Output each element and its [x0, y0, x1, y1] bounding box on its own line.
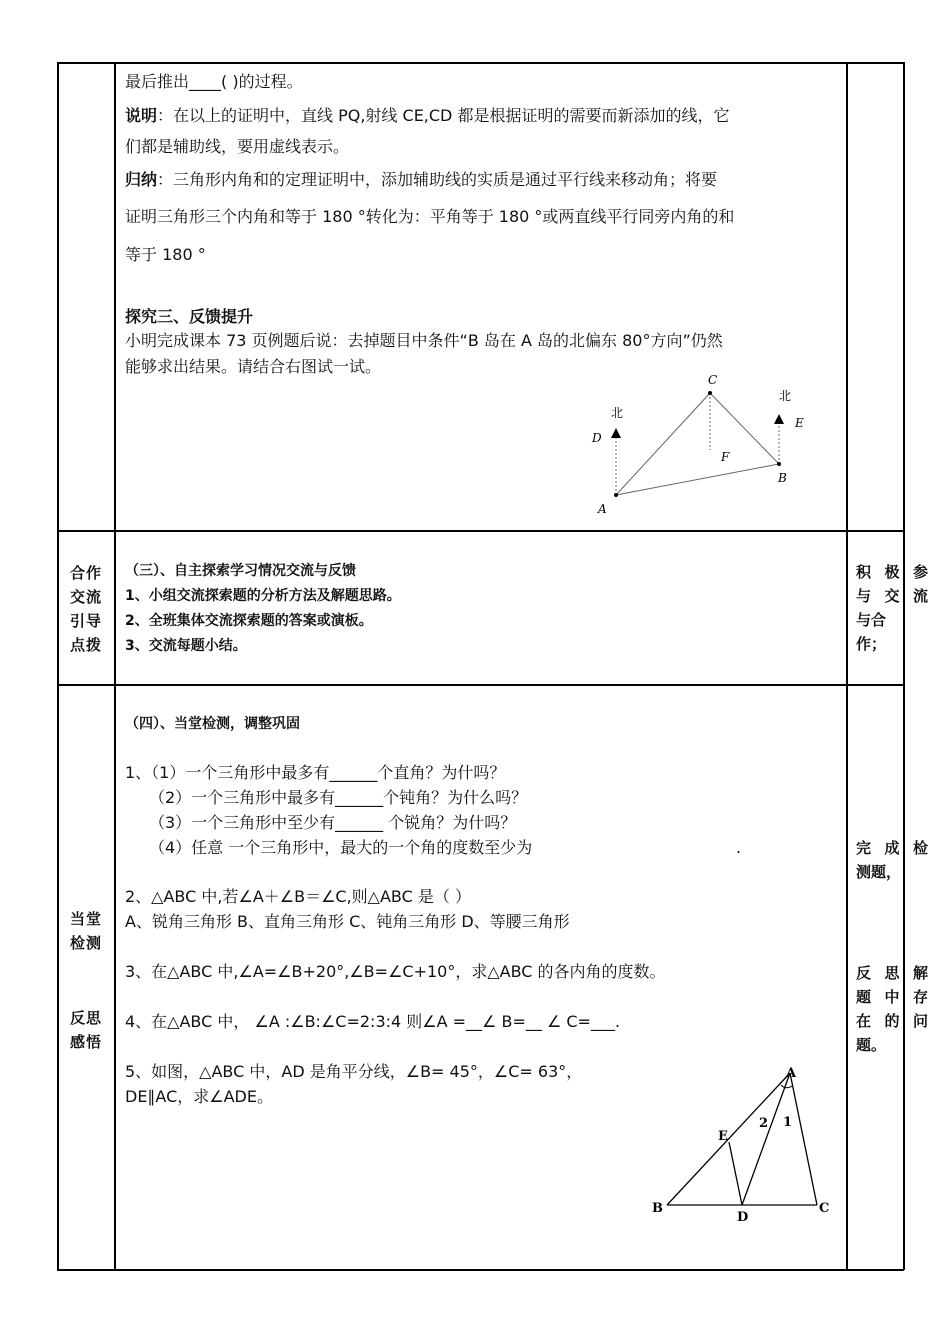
row-divider-1 [57, 530, 904, 532]
question-2: 2、△ABC 中,若∠A＋∠B＝∠C,则△ABC 是（ ） [125, 887, 471, 906]
side-label-line: 交流 [69, 588, 102, 606]
note-line-1 [125, 106, 729, 126]
explore-line-1: 小明完成课本 73 页例题后说：去掉题目中条件“B 岛在 A 岛的北偏东 80°方向”仍然 [125, 331, 723, 350]
label-a: A [598, 502, 607, 516]
bisector-ad [742, 1073, 793, 1205]
note-text-1: ：在以上的证明中，直线 PQ,射线 CE,CD 都是根据证明的需要而新添加的线，它 [157, 106, 730, 125]
label-north-b: 北 [779, 389, 792, 403]
table-border-right [903, 62, 905, 1270]
label-f: F [721, 450, 730, 464]
right-label-line: 作； [856, 635, 887, 653]
fig-label-b: B [652, 1201, 663, 1216]
conclusion-line: 最后推出____( )的过程。 [125, 72, 303, 91]
north-arrow-b-icon [774, 414, 784, 424]
right-label-line: 完 成 检 [856, 839, 928, 857]
fig-label-c: C [819, 1201, 830, 1216]
label-c: C [708, 373, 718, 387]
row-divider-2 [57, 684, 904, 686]
table-divider-left [114, 62, 116, 1270]
label-b: B [778, 471, 787, 485]
right-label-line: 反 思 解 [856, 964, 928, 982]
question-4: 4、在△ABC 中， ∠A :∠B:∠C=2:3:4 则∠A =__∠ B=__ ∠ C=___. [125, 1012, 621, 1031]
point-a [614, 493, 618, 497]
point-c [708, 391, 712, 395]
cooperation-title: （三）、自主探索学习情况交流与反馈 [125, 563, 356, 579]
right-label-line: 在 的 问 [856, 1012, 928, 1030]
table-border-left [57, 62, 59, 1270]
reflect-problems-label [856, 961, 928, 1057]
summary-text-1: ：三角形内角和的定理证明中，添加辅助线的实质是通过平行线来移动角；将要 [157, 170, 718, 189]
angle-arc-icon [781, 1085, 792, 1088]
triangle-figure [645, 1060, 845, 1230]
right-label-line: 与合 [856, 611, 887, 629]
check-side-label [64, 907, 108, 955]
side-label-line: 引导 [69, 612, 102, 630]
point-b [777, 462, 781, 466]
summary-label: 归纳 [125, 170, 158, 189]
segment-de [729, 1142, 742, 1205]
side-label-line: 反思 [69, 1009, 102, 1027]
cooperation-item: 1、小组交流探索题的分析方法及解题思路。 [125, 588, 401, 604]
right-label-line: 积极参 [856, 563, 928, 581]
question-2-options: A、锐角三角形 B、直角三角形 C、钝角三角形 D、等腰三角形 [125, 912, 570, 931]
cooperation-item: 2、全班集体交流探索题的答案或演板。 [125, 613, 373, 629]
fig-label-a: A [786, 1066, 797, 1081]
explore-line-2: 能够求出结果。请结合右图试一试。 [125, 357, 382, 376]
explore-title: 探究三、反馈提升 [125, 307, 254, 326]
fig-label-e: E [718, 1129, 728, 1144]
cooperation-side-label [64, 561, 108, 657]
side-ba [667, 1073, 793, 1205]
table-border-top [57, 62, 904, 64]
summary-line-3: 等于 180 ° [125, 245, 206, 264]
fig-label-angle-2: 2 [759, 1116, 769, 1131]
island-figure [580, 370, 820, 520]
summary-line-1 [125, 170, 717, 190]
reflect-side-label [64, 1006, 108, 1054]
note-line-2: 们都是辅助线，要用虚线表示。 [125, 137, 350, 156]
fig-label-d: D [737, 1210, 749, 1225]
side-ac [790, 1073, 817, 1205]
cooperation-item: 3、交流每题小结。 [125, 638, 247, 654]
side-label-line: 感悟 [69, 1033, 102, 1051]
question-5a: 5、如图，△ABC 中，AD 是角平分线，∠B= 45°，∠C= 63°， [125, 1062, 583, 1081]
note-label: 说明 [125, 106, 158, 125]
side-label-line: 当堂 [69, 910, 102, 928]
table-border-bottom [57, 1269, 904, 1271]
question-3: 3、在△ABC 中,∠A=∠B+20°,∠B=∠C+10°，求△ABC 的各内角的度数。 [125, 962, 666, 981]
label-north-a: 北 [611, 406, 624, 420]
summary-line-2: 证明三角形三个内角和等于 180 °转化为：平角等于 180 °或两直线平行同旁内角的和 [125, 207, 735, 226]
north-arrow-a-icon [611, 428, 621, 438]
question-5b: DE∥AC，求∠ADE。 [125, 1087, 273, 1106]
label-e: E [795, 416, 804, 430]
right-label-line: 题。 [856, 1036, 887, 1054]
cooperation-right-label [856, 560, 928, 656]
side-label-line: 检测 [69, 934, 102, 952]
question-1a: 1、（1）一个三角形中最多有______个直角？为什吗？ [125, 763, 506, 782]
side-label-line: 合作 [69, 564, 102, 582]
question-1d-end: . [736, 838, 742, 857]
question-1b: （2）一个三角形中最多有______个钝角？为什么吗？ [149, 788, 528, 807]
table-divider-right [846, 62, 848, 1270]
fig-label-angle-1: 1 [783, 1115, 793, 1130]
label-d: D [592, 431, 602, 445]
right-label-line: 测题， [856, 863, 902, 881]
right-label-line: 与交流 [856, 587, 928, 605]
right-label-line: 题 中 存 [856, 988, 928, 1006]
check-title: （四）、当堂检测，调整巩固 [125, 716, 300, 732]
complete-check-label [856, 836, 928, 884]
question-1c: （3）一个三角形中至少有______ 个锐角？为什吗？ [149, 813, 517, 832]
side-label-line: 点拨 [69, 636, 102, 654]
question-1d: （4）任意 一个三角形中，最大的一个角的度数至少为 [149, 838, 533, 857]
